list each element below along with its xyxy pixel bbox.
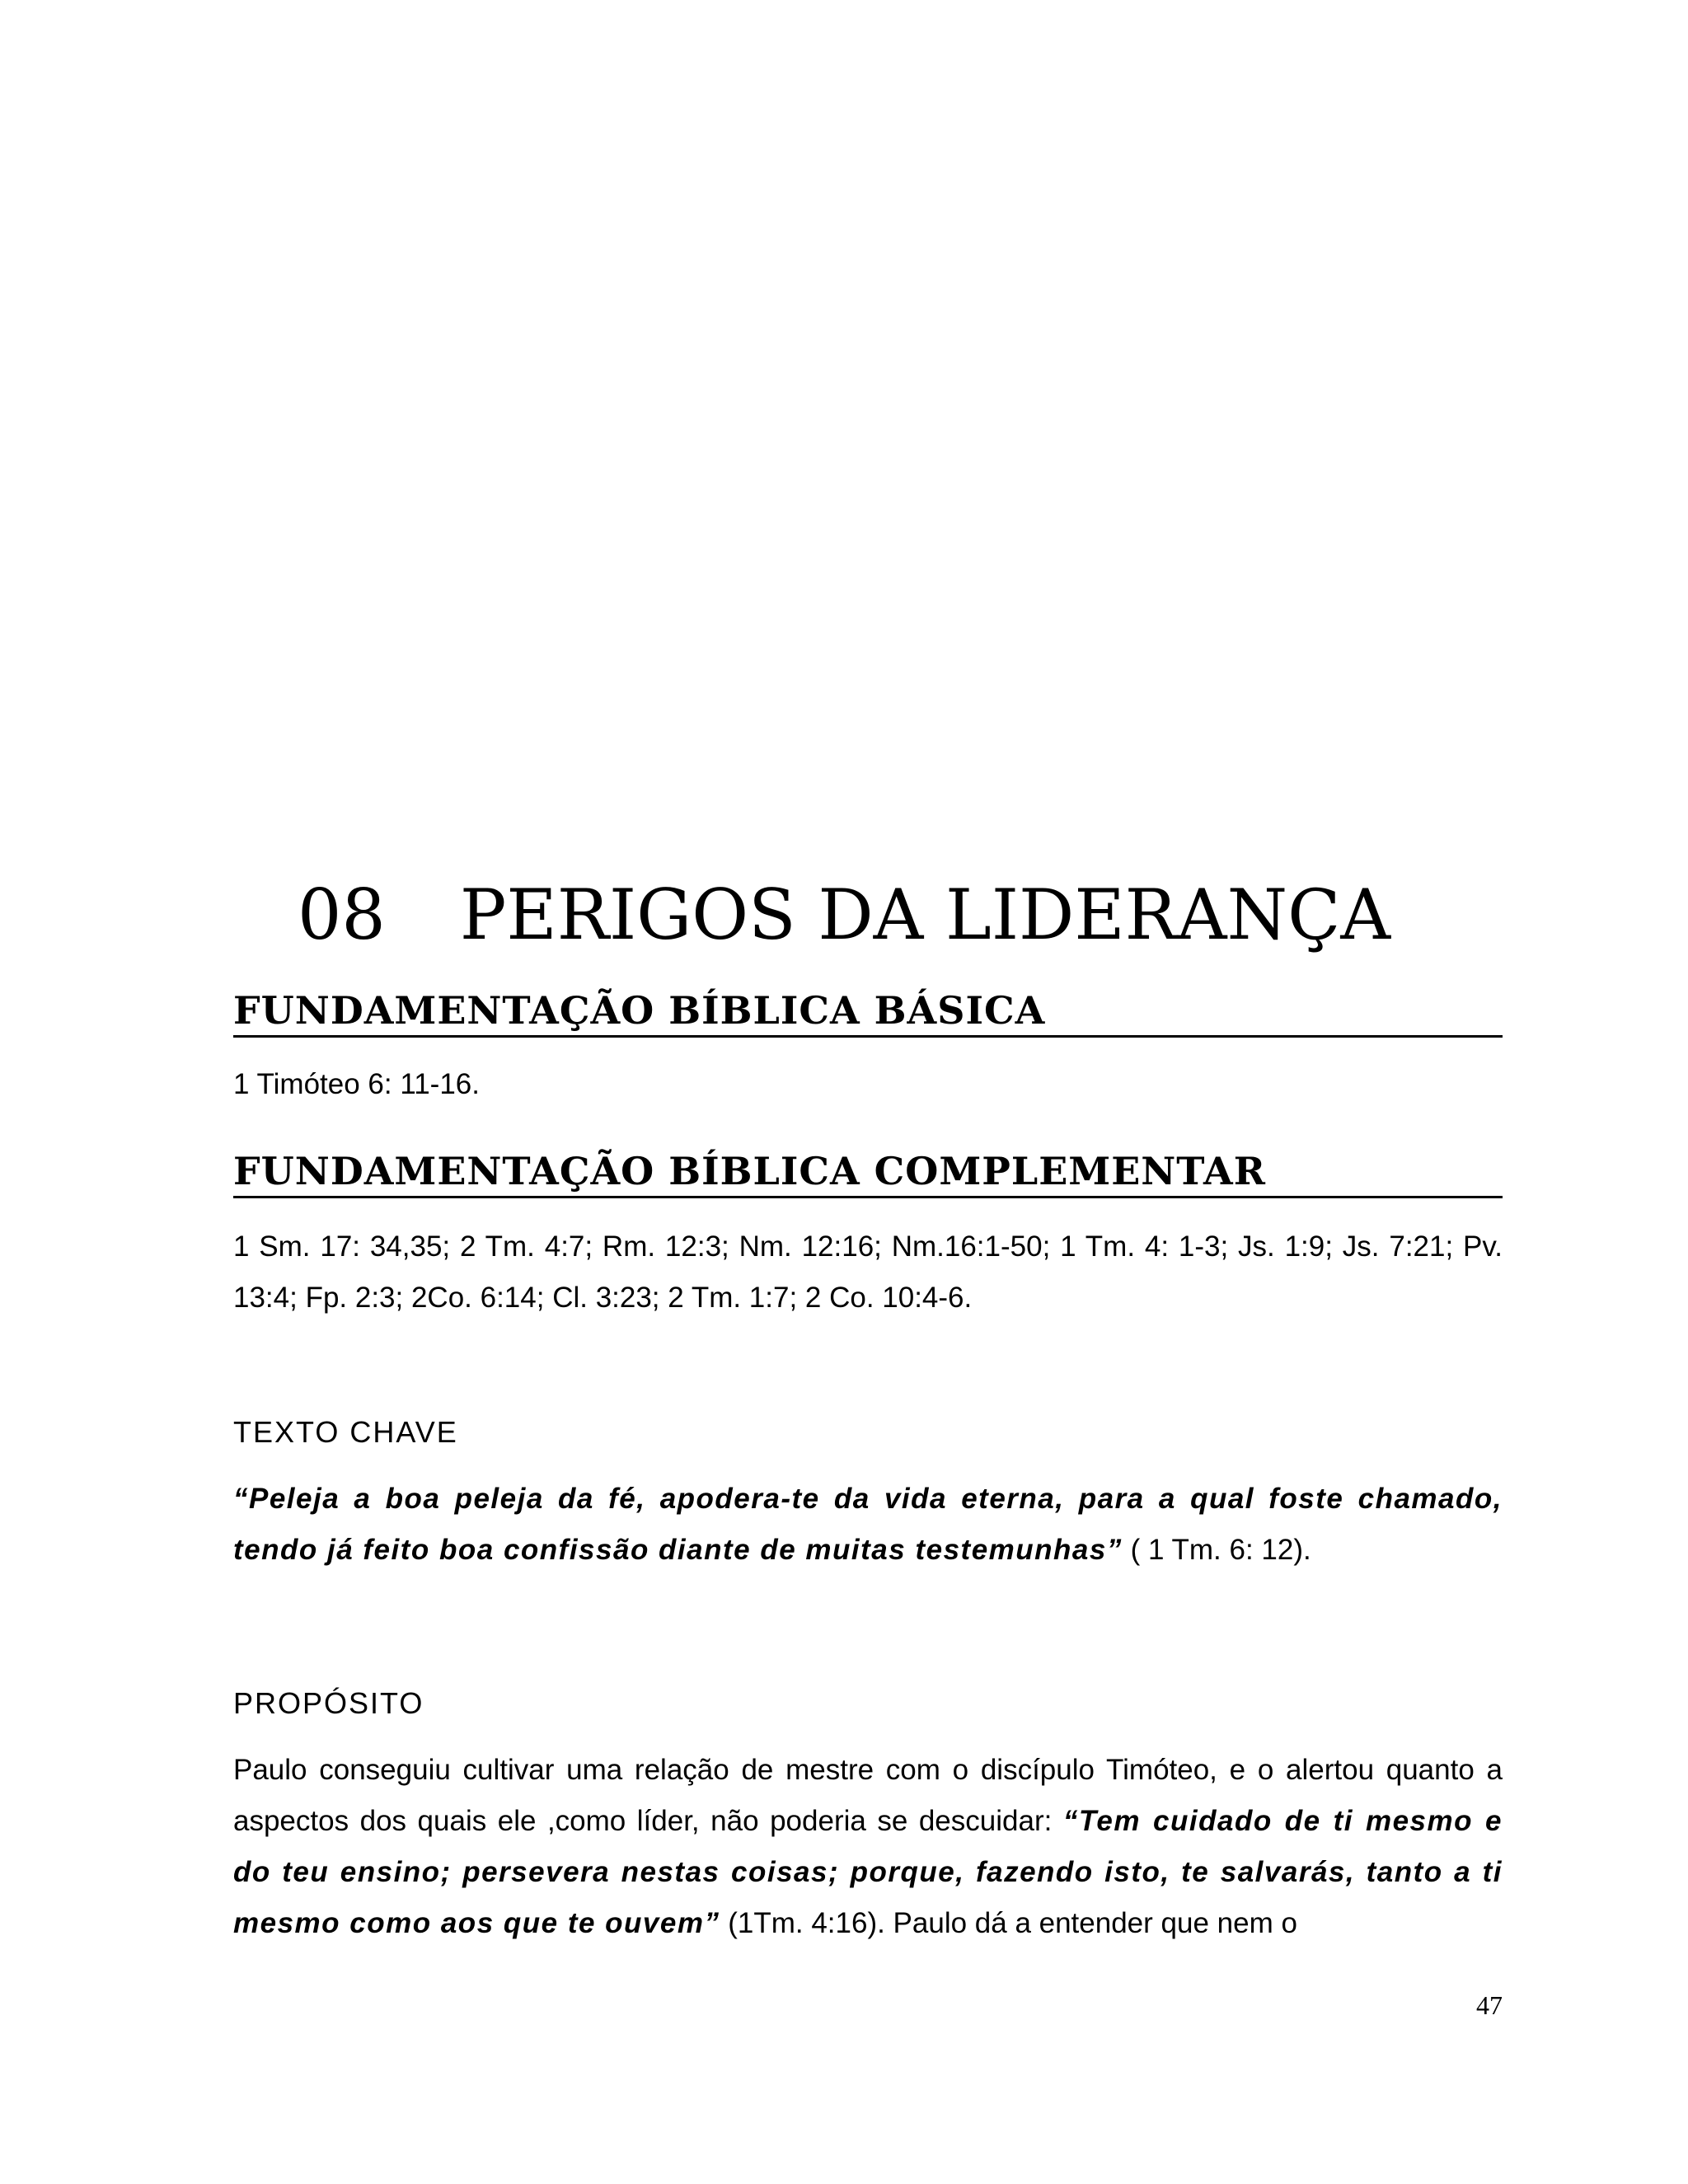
chapter-name: PERIGOS DA LIDERANÇA	[459, 874, 1391, 955]
purpose-paragraph	[233, 1745, 1503, 1949]
purpose-quote: “Tem cuidado de ti mesmo e do teu ensino; persevera nestas coisas; porque, fazendo isto, te salvarás, tanto a ti mesmo como aos que te ouvem”	[233, 1805, 1503, 1939]
key-text-quote: “Peleja a boa peleja da fé, apodera-te da vida eterna, para a qual foste chamado, tendo já feito boa confissão diante de muitas testemunhas”	[233, 1483, 1503, 1566]
key-text-reference: ( 1 Tm. 6: 12).	[1130, 1534, 1311, 1566]
chapter-number: 08	[297, 874, 386, 955]
key-text-heading: TEXTO CHAVE	[233, 1415, 458, 1449]
complementary-foundation-text: 1 Sm. 17: 34,35; 2 Tm. 4:7; Rm. 12:3; Nm. 12:16; Nm.16:1-50; 1 Tm. 4: 1-3; Js. 1:9; Js. 7:21; Pv. 13:4; Fp. 2:3; 2Co. 6:14; Cl. 3:23; 2 Tm. 1:7; 2 Co. 10:4-6.	[233, 1230, 1503, 1314]
page-number: 47	[1476, 1990, 1503, 2020]
complementary-foundation-heading: FUNDAMENTAÇÃO BÍBLICA COMPLEMENTAR	[233, 1148, 1503, 1198]
basic-foundation-heading: FUNDAMENTAÇÃO BÍBLICA BÁSICA	[233, 987, 1503, 1038]
purpose-continuation: (1Tm. 4:16). Paulo dá a entender que nem o	[728, 1907, 1297, 1939]
key-text-paragraph	[233, 1474, 1503, 1576]
purpose-intro: Paulo conseguiu cultivar uma relação de mestre com o discípulo Timóteo, e o alertou quanto a aspectos dos quais ele ,como líder, não poderia se descuidar:	[233, 1754, 1503, 1837]
basic-foundation-text: 1 Timóteo 6: 11-16.	[233, 1068, 480, 1100]
purpose-heading: PROPÓSITO	[233, 1686, 424, 1720]
chapter-title	[231, 874, 1457, 956]
